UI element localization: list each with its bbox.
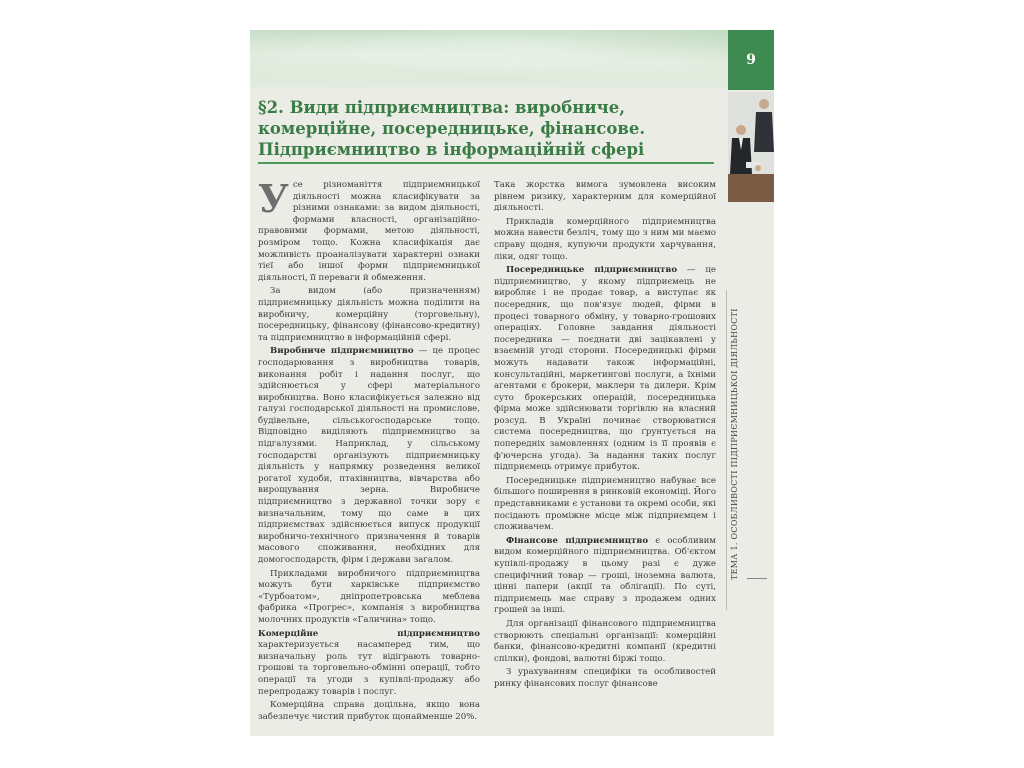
textbook-page [250,30,774,736]
term-production: Виробниче підприємництво [270,346,414,357]
drop-cap: У [258,176,289,221]
decorative-header-band [250,30,728,90]
paragraph: За видом (або призначенням) підприємницьку діяльність можна поділити на виробничу, комерційну (торговельну), посередницьку, фінансову (фінансово-кредитну) та підприємництво в інформаційній сфері. [258,286,480,343]
business-meeting-photo [728,92,774,202]
paragraph-intro [258,176,480,284]
paragraph-text: — це підприємництво, у якому підприємець не виробляє і не продає товар, а виступає як посередник, що пов'язує людей, фірми в процесі товарного обміну, у товарно-грошових операціях. Головне завдання діяльності посередника — поєднати дві зацікавлені у взаємній угоді сторони. Посередницькі фірми можуть надавати також інформаційні, консультаційні, маркетингові послуги, а їхніми агентами є брокери, маклери та дилери. Крім суто брокерських операцій, посередницька фірма може здійснювати торгівлю на власний розсуд. В Україні починає створюватися система посередництва, що ґрунтується на попередніх замовленнях (одним із її проявів є ф'ючерсна угода). За надання таких послуг підприємець отримує прибуток. [494,265,716,473]
paragraph-text: характеризується насамперед тим, що визначальну роль тут відіграють товарно-грошові та торговельно-обмінні операції, тобто операції та угоди з купівлі-продажу або перепродажу товарів і послуг. [258,640,480,697]
business-meeting-image [728,92,774,202]
body-columns [258,176,716,725]
left-column [258,176,480,725]
paragraph: Посередницьке підприємництво набуває все більшого поширення в ринковій економіці. Його представниками є установи та окремі особи, які посідають проміжне місце між підприємцем і споживачем. [494,475,716,533]
section-title: §2. Види підприємництва: виробниче, комерційне, посередницьке, фінансове. Підприємництво в інформаційній сфері [258,98,646,159]
paragraph-production [258,346,480,566]
page-number-badge [728,30,774,90]
paragraph: З урахуванням специфіки та особливостей ринку фінансових послуг фінансове [494,667,716,689]
term-commercial: Комерційне підприємництво [258,628,480,639]
paragraph-text: се різноманіття підприємницької діяльності можна класифікувати за різними ознаками: за видом діяльності, формами власності, організаційно-правовими формами, метою діяльності, розміром тощо. Кожна класифікація дає можливість проаналізувати характерні ознаки тієї або іншої форми підприємницької діяльності, її переваги й обмеження. [258,180,480,283]
chapter-sidebar-label: ТЕМА 1. ОСОБЛИВОСТІ ПІДПРИЄМНИЦЬКОЇ ДІЯЛЬНОСТІ [730,308,739,580]
paragraph: Комерційна справа доцільна, якщо вона забезпечує чистий прибуток щонайменше 20%. [258,700,480,722]
page-number: 9 [746,52,756,68]
paragraph: Для організації фінансового підприємництва створюють спеціальні організації: комерційні банки, фінансово-кредитні компанії (кредитні спілки), фондові, валютні біржі тощо. [494,618,716,664]
section-title-block [258,97,716,160]
paragraph-commercial [258,629,480,699]
paragraph: Прикладів комерційного підприємництва можна навести безліч, тому що з ним ми маємо справу щодня, купуючи продукти харчування, ліки, одяг тощо. [494,216,716,262]
term-intermediary: Посередницьке підприємництво [506,265,678,276]
paragraph-text: — це процес господарювання з виробництва товарів, виконання робіт і надання послуг, що здійснюється у сфері матеріального виробництва. Воно класифікується залежно від галузі господарської діяльності на промислове, будівельне, сільськогосподарське тощо. Відповідно виділяють підприємництво за підгалузями. Наприклад, у сільському господарстві організують підприємницьку діяльність у напрямку розведення великої рогатої худоби, птахівництва, вівчарства або вирощування зерна. Виробниче підприємництво з державної точки зору є визначальним, тому що саме в цих підприємствах здійснюється випуск продукції виробничо-технічного призначення й товарів масового споживання, необхідних для домогосподарств, фірм і держави загалом. [258,346,480,565]
paragraph-text: є особливим видом комерційного підприємництва. Об'єктом купівлі-продажу в цьому разі є дуже специфічний товар — гроші, іноземна валюта, цінні папери (акції та облігації). По суті, підприємець має справу з продажем одних грошей за інші. [494,535,716,616]
paragraph: Прикладами виробничого підприємництва можуть бути харківське підприємство «Турбоатом», дніпропетровська меблева фабрика «Прогрес», компанія з виробництва молочних продуктів «Галичина» тощо. [258,568,480,625]
paragraph: Така жорстка вимога зумовлена високим рівнем ризику, характерним для комерційної діяльності. [494,180,716,214]
paragraph-intermediary [494,265,716,474]
sidebar-rule [747,578,767,579]
title-underline [258,162,714,164]
right-column [494,180,716,725]
term-financial: Фінансове підприємництво [506,535,649,546]
margin-divider [726,290,727,610]
paragraph-financial [494,536,716,617]
